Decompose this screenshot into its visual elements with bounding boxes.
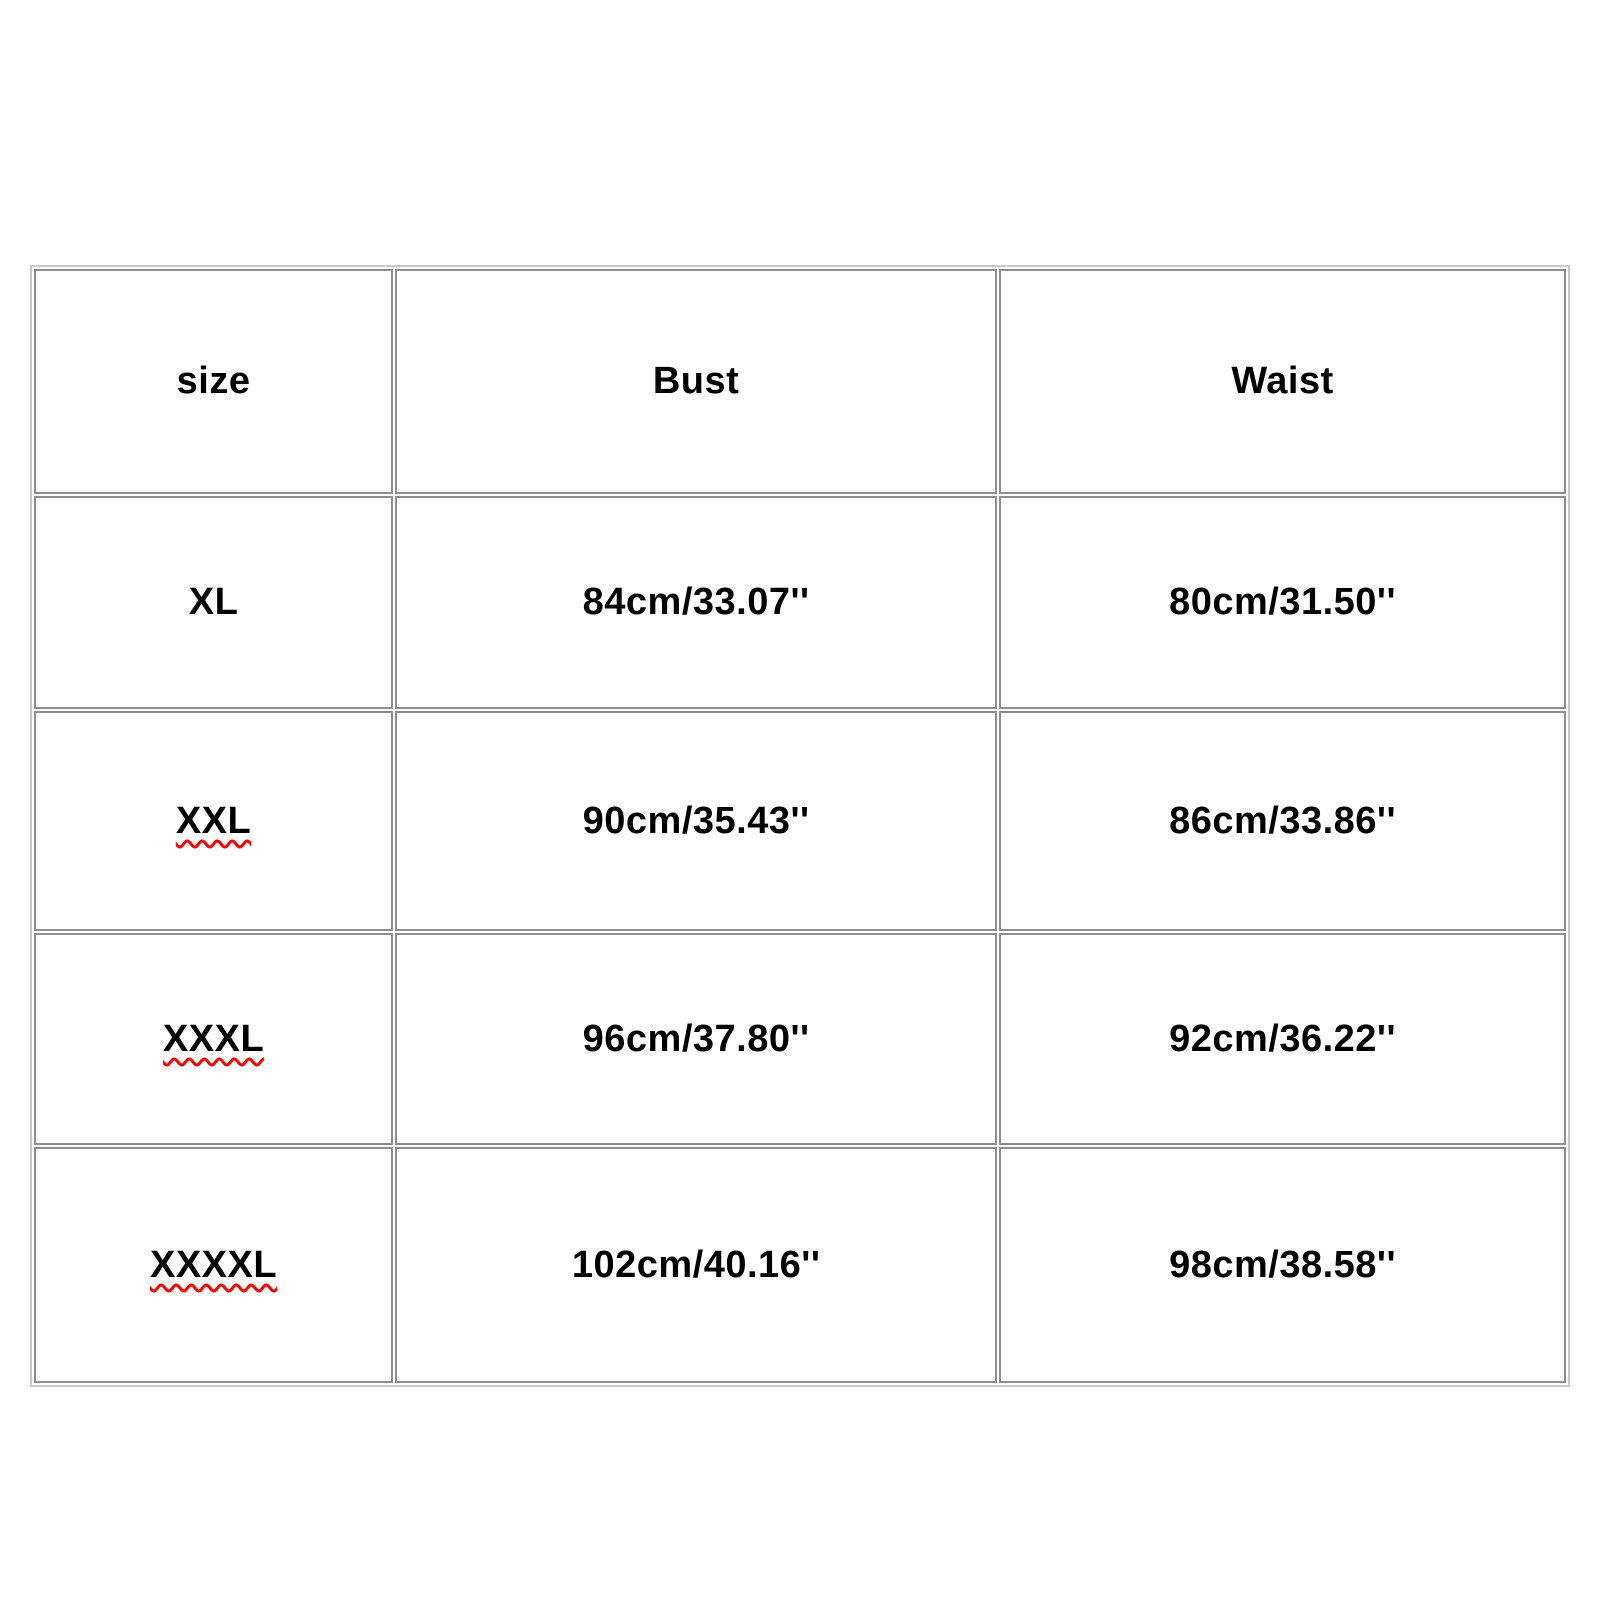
table-row bbox=[34, 933, 1566, 1145]
bust-cell bbox=[395, 711, 997, 931]
size-value: XXXL bbox=[162, 1017, 265, 1060]
bust-value: 96cm/37.80'' bbox=[582, 1017, 810, 1060]
waist-value: 80cm/31.50'' bbox=[1169, 581, 1397, 623]
bust-cell bbox=[395, 496, 997, 709]
table-row bbox=[34, 496, 1566, 709]
column-header-bust-label: Bust bbox=[652, 360, 740, 402]
waist-cell bbox=[999, 933, 1566, 1145]
waist-value: 86cm/33.86'' bbox=[1169, 799, 1397, 842]
size-value: XL bbox=[188, 581, 239, 623]
size-cell bbox=[34, 1147, 393, 1383]
table-row bbox=[34, 1147, 1566, 1383]
waist-value: 98cm/38.58'' bbox=[1169, 1243, 1397, 1286]
column-header-waist bbox=[999, 269, 1566, 494]
header-row bbox=[34, 269, 1566, 494]
size-cell bbox=[34, 496, 393, 709]
waist-cell bbox=[999, 1147, 1566, 1383]
column-header-bust bbox=[395, 269, 997, 494]
size-cell bbox=[34, 711, 393, 931]
bust-value: 90cm/35.43'' bbox=[582, 799, 810, 842]
bust-cell bbox=[395, 933, 997, 1145]
column-header-size bbox=[34, 269, 393, 494]
size-value: XXXXL bbox=[149, 1243, 278, 1286]
bust-value: 102cm/40.16'' bbox=[571, 1243, 821, 1286]
column-header-waist-label: Waist bbox=[1231, 360, 1334, 402]
size-cell bbox=[34, 933, 393, 1145]
size-chart-table bbox=[30, 265, 1570, 1387]
column-header-size-label: size bbox=[176, 360, 251, 402]
bust-cell bbox=[395, 1147, 997, 1383]
size-value: XXL bbox=[175, 799, 252, 842]
waist-value: 92cm/36.22'' bbox=[1169, 1017, 1397, 1060]
table-row bbox=[34, 711, 1566, 931]
waist-cell bbox=[999, 711, 1566, 931]
bust-value: 84cm/33.07'' bbox=[582, 581, 810, 623]
waist-cell bbox=[999, 496, 1566, 709]
